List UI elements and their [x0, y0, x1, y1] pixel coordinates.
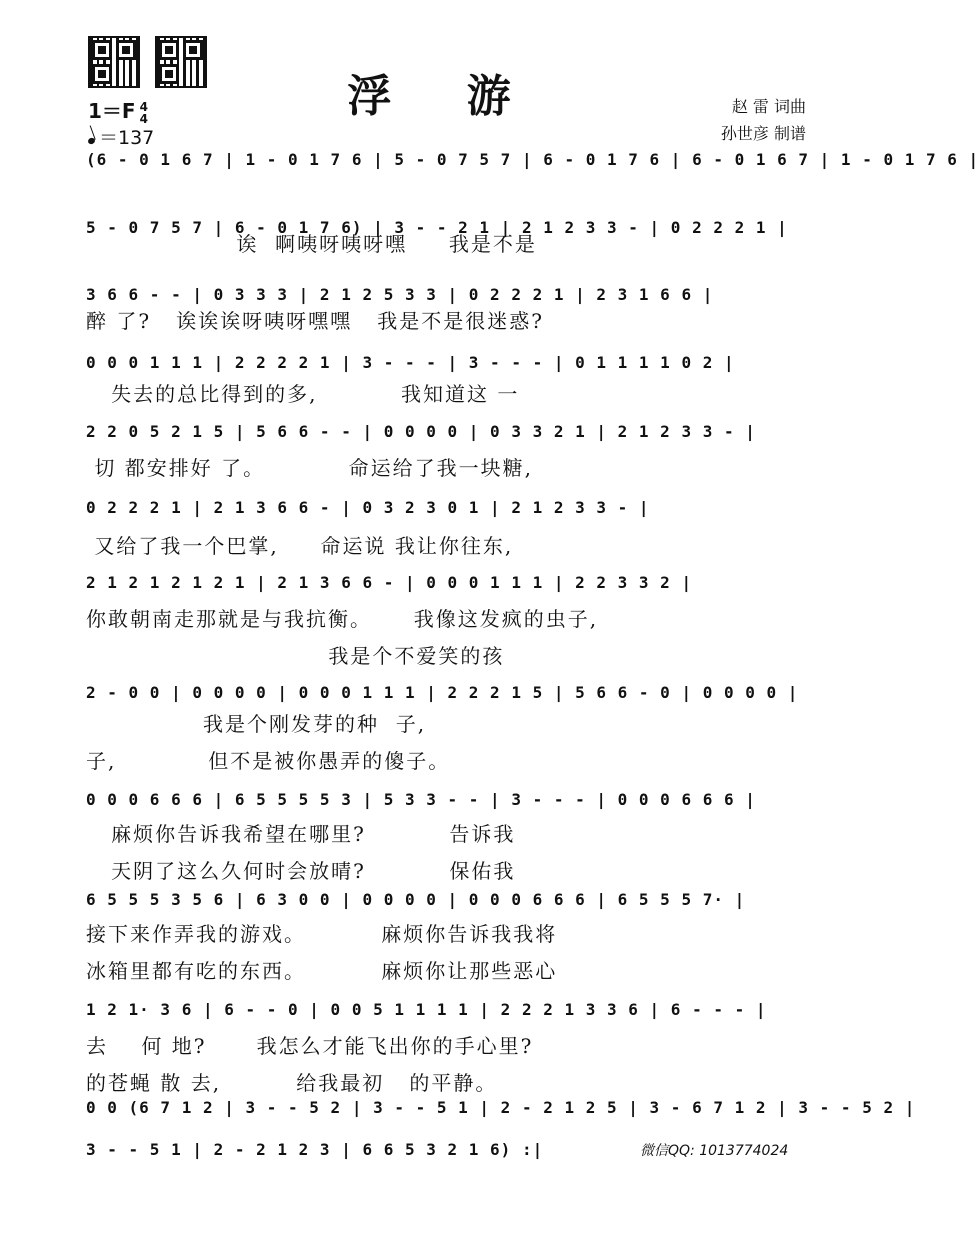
- notation-row: 0 0 0 1 1 1 | 2 2 2 2 1 | 3 - - - | 3 - - - | 0 1 1 1 1 0 2 |: [86, 353, 735, 372]
- credit-lyrics-music: 赵 雷 词曲: [731, 97, 806, 116]
- time-sig-top: 4: [139, 99, 148, 114]
- footer-contact: 微信QQ: 1013774024: [640, 1143, 789, 1159]
- notation-row: 0 0 0 6 6 6 | 6 5 5 5 5 3 | 5 3 3 - - | 3 - - - | 0 0 0 6 6 6 |: [86, 790, 756, 809]
- lyric-line: 子, 但不是被你愚弄的傻子。: [86, 749, 451, 773]
- credit-arranger: 孙世彦 制谱: [720, 124, 806, 143]
- notation-row: 1 2 1· 3 6 | 6 - - 0 | 0 0 5 1 1 1 1 | 2 2 2 1 3 3 6 | 6 - - - |: [86, 1000, 767, 1019]
- lyric-line: 麻烦你告诉我希望在哪里? 告诉我: [86, 822, 516, 846]
- time-sig-bottom: 4: [139, 111, 148, 126]
- tempo: [88, 123, 154, 150]
- lyric-line: 我是个刚发芽的种 子,: [86, 712, 427, 736]
- notation-row: 0 2 2 2 1 | 2 1 3 6 6 - | 0 3 2 3 0 1 | 2 1 2 3 3 - |: [86, 498, 650, 517]
- time-signature: [140, 101, 148, 125]
- notation-row: 2 2 0 5 2 1 5 | 5 6 6 - - | 0 0 0 0 | 0 3 3 2 1 | 2 1 2 3 3 - |: [86, 422, 756, 441]
- notation-row: 2 - 0 0 | 0 0 0 0 | 0 0 0 1 1 1 | 2 2 2 1 5 | 5 6 6 - 0 | 0 0 0 0 |: [86, 683, 799, 702]
- lyric-line: 天阴了这么久何时会放晴? 保佑我: [86, 859, 516, 883]
- notation-row: (6 - 0 1 6 7 | 1 - 0 1 7 6 | 5 - 0 7 5 7 | 6 - 0 1 7 6 | 6 - 0 1 6 7 | 1 - 0 1 7 6 |: [86, 150, 979, 169]
- lyric-line: 又给了我一个巴掌, 命运说 我让你往东,: [86, 534, 514, 558]
- lyric-line: 醉 了? 诶诶诶呀咦呀嘿嘿 我是不是很迷惑?: [86, 309, 544, 333]
- lyric-line: 你敢朝南走那就是与我抗衡。 我像这发疯的虫子,: [86, 607, 599, 631]
- lyric-line: 的苍蝇 散 去, 给我最初 的平静。: [86, 1071, 498, 1095]
- tempo-label: ＝137: [99, 127, 155, 149]
- lyric-line: 我是个不爱笑的孩: [86, 644, 505, 668]
- lyric-line: 冰箱里都有吃的东西。 麻烦你让那些恶心: [86, 959, 558, 983]
- notation-row: 3 6 6 - - | 0 3 3 3 | 2 1 2 5 3 3 | 0 2 2 2 1 | 2 3 1 6 6 |: [86, 285, 714, 304]
- notation-row: 0 0 (6 7 1 2 | 3 - - 5 2 | 3 - - 5 1 | 2 - 2 1 2 5 | 3 - 6 7 1 2 | 3 - - 5 2 |: [86, 1098, 916, 1117]
- notation-row: 6 5 5 5 3 5 6 | 6 3 0 0 | 0 0 0 0 | 0 0 0 6 6 6 | 6 5 5 5 7· |: [86, 890, 746, 909]
- lyric-line: 失去的总比得到的多, 我知道这 一: [86, 382, 520, 406]
- page-title: 浮 游: [347, 71, 541, 122]
- notation-row: 2 1 2 1 2 1 2 1 | 2 1 3 6 6 - | 0 0 0 1 1 1 | 2 2 3 3 2 |: [86, 573, 693, 592]
- key-signature: [88, 95, 148, 125]
- lyric-line: 切 都安排好 了。 命运给了我一块糖,: [86, 456, 534, 480]
- notation-row: 5 - 0 7 5 7 | 6 - 0 1 7 6) | 3 - - 2 1 | 2 1 2 3 3 - | 0 2 2 2 1 |: [86, 218, 788, 237]
- key-label: 1＝F: [88, 99, 136, 123]
- lyric-line: 接下来作弄我的游戏。 麻烦你告诉我我将: [86, 922, 558, 946]
- notation-row: 3 - - 5 1 | 2 - 2 1 2 3 | 6 6 5 3 2 1 6) :|: [86, 1140, 544, 1159]
- lyric-line: 去 何 地? 我怎么才能飞出你的手心里?: [86, 1034, 534, 1058]
- lyric-line: 诶 啊咦呀咦呀嘿 我是不是: [86, 232, 537, 256]
- quarter-note-icon: [87, 137, 96, 145]
